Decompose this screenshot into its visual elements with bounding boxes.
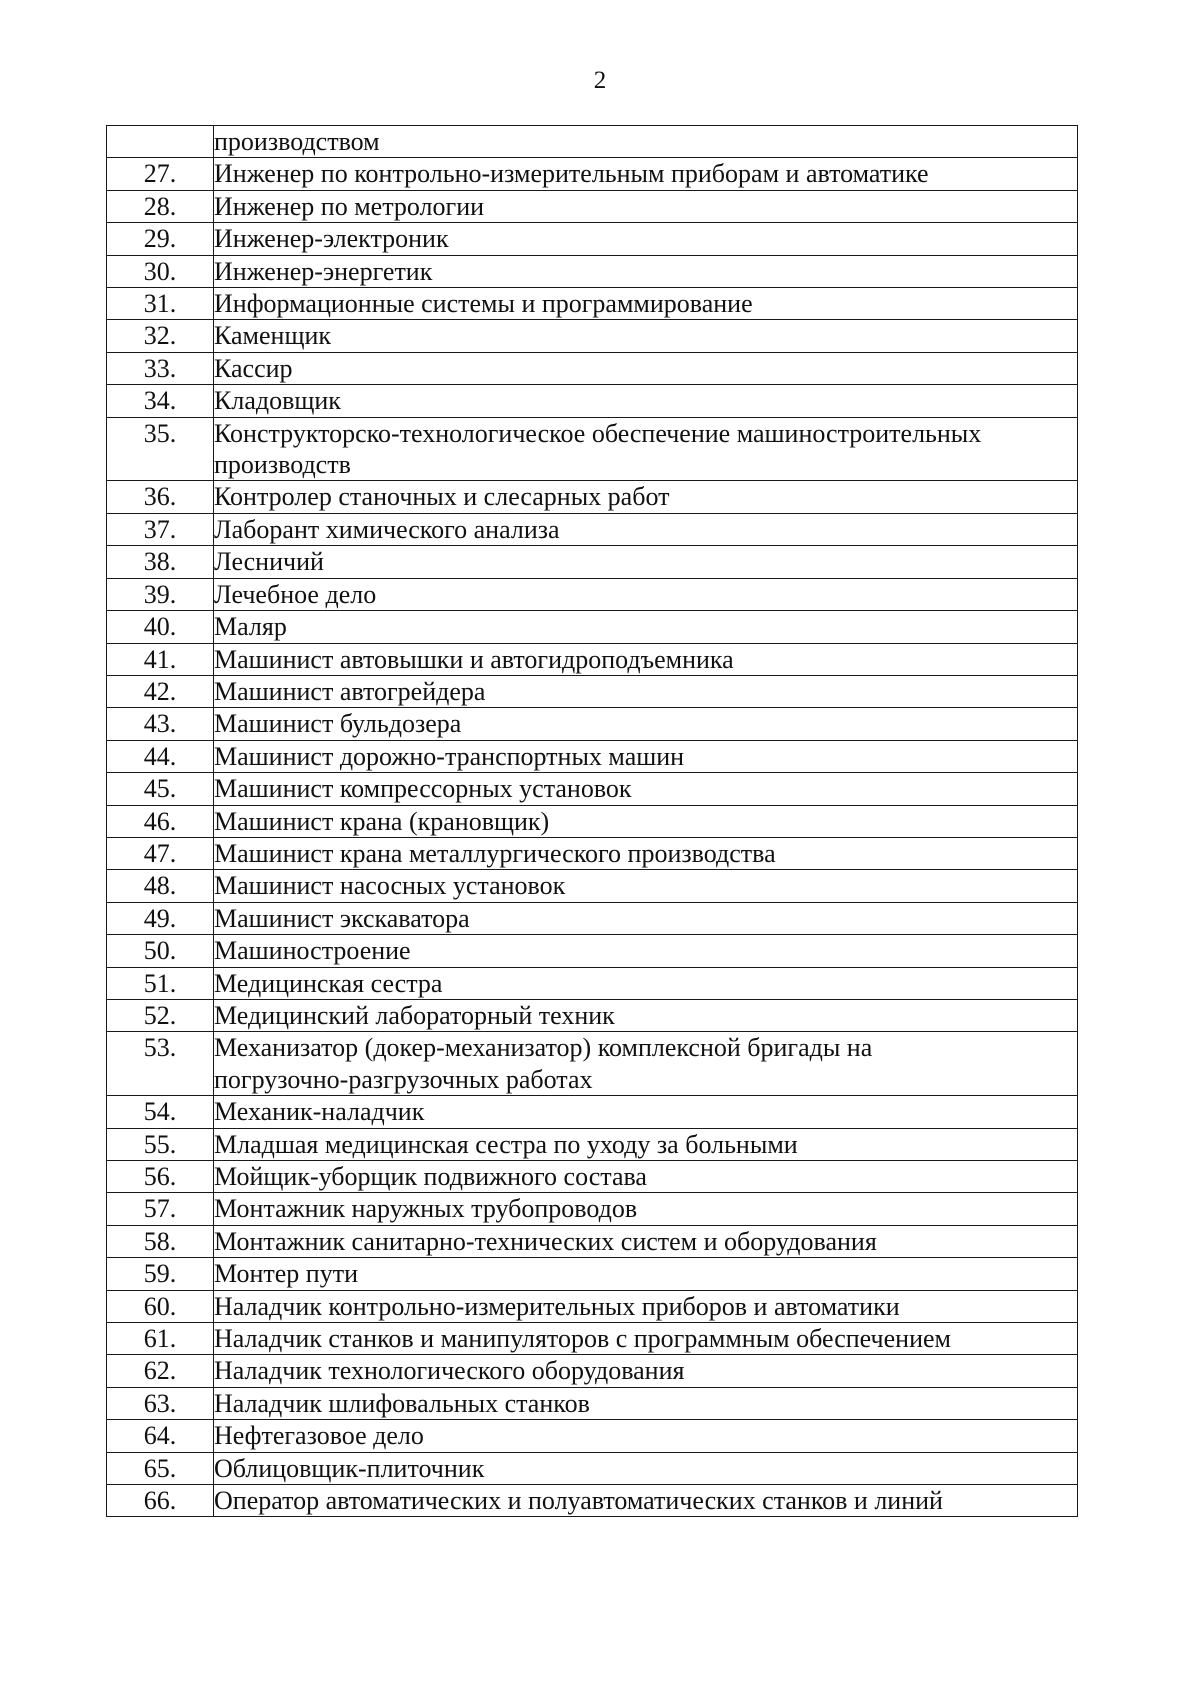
row-number: 36. bbox=[107, 481, 214, 513]
profession-name: Инженер-энергетик bbox=[214, 255, 1078, 287]
profession-name: Монтер пути bbox=[214, 1258, 1078, 1290]
profession-name: Механик-наладчик bbox=[214, 1096, 1078, 1128]
row-number: 30. bbox=[107, 255, 214, 287]
row-number: 27. bbox=[107, 158, 214, 190]
profession-name: Конструкторско-технологическое обеспечение машиностроительных производств bbox=[214, 417, 1078, 481]
profession-name: Механизатор (докер-механизатор) комплексной бригады на погрузочно-разгрузочных работах bbox=[214, 1032, 1078, 1096]
row-number: 40. bbox=[107, 611, 214, 643]
row-number: 46. bbox=[107, 805, 214, 837]
profession-name: Кассир bbox=[214, 352, 1078, 384]
table-row bbox=[107, 1193, 1078, 1225]
row-number: 37. bbox=[107, 513, 214, 545]
profession-name: Машинист насосных установок bbox=[214, 870, 1078, 902]
table-row bbox=[107, 675, 1078, 707]
row-number: 48. bbox=[107, 870, 214, 902]
profession-name: Машинист крана (крановщик) bbox=[214, 805, 1078, 837]
profession-name: Мойщик-уборщик подвижного состава bbox=[214, 1161, 1078, 1193]
row-number: 32. bbox=[107, 320, 214, 352]
row-number: 50. bbox=[107, 935, 214, 967]
row-number: 56. bbox=[107, 1161, 214, 1193]
table-row bbox=[107, 805, 1078, 837]
professions-table bbox=[106, 125, 1078, 1517]
table-row bbox=[107, 578, 1078, 610]
profession-name: Маляр bbox=[214, 611, 1078, 643]
profession-name: Облицовщик-плиточник bbox=[214, 1452, 1078, 1484]
table-row bbox=[107, 481, 1078, 513]
table-row bbox=[107, 385, 1078, 417]
row-number: 61. bbox=[107, 1323, 214, 1355]
table-row bbox=[107, 611, 1078, 643]
profession-name: Наладчик станков и манипуляторов с программным обеспечением bbox=[214, 1323, 1078, 1355]
page-number: 2 bbox=[593, 67, 607, 94]
row-number: 33. bbox=[107, 352, 214, 384]
row-number: 64. bbox=[107, 1420, 214, 1452]
table-row bbox=[107, 190, 1078, 222]
profession-name: Наладчик шлифовальных станков bbox=[214, 1387, 1078, 1419]
profession-name: Нефтегазовое дело bbox=[214, 1420, 1078, 1452]
row-number: 34. bbox=[107, 385, 214, 417]
profession-name: Машинист экскаватора bbox=[214, 902, 1078, 934]
table-row bbox=[107, 967, 1078, 999]
profession-name: Машинист дорожно-транспортных машин bbox=[214, 740, 1078, 772]
table-row bbox=[107, 870, 1078, 902]
row-number: 66. bbox=[107, 1485, 214, 1517]
row-number: 53. bbox=[107, 1032, 214, 1096]
table-row bbox=[107, 223, 1078, 255]
profession-name: Каменщик bbox=[214, 320, 1078, 352]
row-number: 45. bbox=[107, 773, 214, 805]
row-number: 47. bbox=[107, 837, 214, 869]
table-row bbox=[107, 1128, 1078, 1160]
row-number bbox=[107, 126, 214, 158]
row-number: 60. bbox=[107, 1290, 214, 1322]
row-number: 42. bbox=[107, 675, 214, 707]
profession-name: Монтажник наружных трубопроводов bbox=[214, 1193, 1078, 1225]
profession-name: Кладовщик bbox=[214, 385, 1078, 417]
profession-name: Лечебное дело bbox=[214, 578, 1078, 610]
table-row bbox=[107, 935, 1078, 967]
profession-name: Машинист компрессорных установок bbox=[214, 773, 1078, 805]
profession-name: Медицинский лабораторный техник bbox=[214, 999, 1078, 1031]
profession-name: Лесничий bbox=[214, 546, 1078, 578]
profession-name: Машинист бульдозера bbox=[214, 708, 1078, 740]
row-number: 58. bbox=[107, 1225, 214, 1257]
professions-table-body bbox=[107, 126, 1078, 1517]
table-row bbox=[107, 288, 1078, 320]
table-row bbox=[107, 255, 1078, 287]
row-number: 29. bbox=[107, 223, 214, 255]
table-row bbox=[107, 1485, 1078, 1517]
row-number: 39. bbox=[107, 578, 214, 610]
profession-name: Контролер станочных и слесарных работ bbox=[214, 481, 1078, 513]
row-number: 43. bbox=[107, 708, 214, 740]
table-row bbox=[107, 1452, 1078, 1484]
table-row bbox=[107, 320, 1078, 352]
table-row bbox=[107, 1096, 1078, 1128]
profession-name: Медицинская сестра bbox=[214, 967, 1078, 999]
profession-name: Инженер-электроник bbox=[214, 223, 1078, 255]
row-number: 44. bbox=[107, 740, 214, 772]
row-number: 51. bbox=[107, 967, 214, 999]
table-row bbox=[107, 546, 1078, 578]
table-row bbox=[107, 773, 1078, 805]
table-row bbox=[107, 1355, 1078, 1387]
table-row bbox=[107, 126, 1078, 158]
profession-name: Наладчик контрольно-измерительных приборов и автоматики bbox=[214, 1290, 1078, 1322]
row-number: 52. bbox=[107, 999, 214, 1031]
profession-name: Инженер по метрологии bbox=[214, 190, 1078, 222]
profession-name: Младшая медицинская сестра по уходу за больными bbox=[214, 1128, 1078, 1160]
profession-name: Машинист автогрейдера bbox=[214, 675, 1078, 707]
table-row bbox=[107, 1323, 1078, 1355]
profession-name: Информационные системы и программирование bbox=[214, 288, 1078, 320]
profession-name: Наладчик технологического оборудования bbox=[214, 1355, 1078, 1387]
table-row bbox=[107, 1290, 1078, 1322]
profession-name: Машинист крана металлургического производства bbox=[214, 837, 1078, 869]
table-row bbox=[107, 1032, 1078, 1096]
row-number: 35. bbox=[107, 417, 214, 481]
table-row bbox=[107, 902, 1078, 934]
profession-name: Инженер по контрольно-измерительным приборам и автоматике bbox=[214, 158, 1078, 190]
table-row bbox=[107, 352, 1078, 384]
row-number: 55. bbox=[107, 1128, 214, 1160]
row-number: 31. bbox=[107, 288, 214, 320]
profession-name: Машиностроение bbox=[214, 935, 1078, 967]
table-row bbox=[107, 1258, 1078, 1290]
row-number: 62. bbox=[107, 1355, 214, 1387]
table-row bbox=[107, 740, 1078, 772]
profession-name: Лаборант химического анализа bbox=[214, 513, 1078, 545]
table-row bbox=[107, 513, 1078, 545]
table-row bbox=[107, 1420, 1078, 1452]
table-row bbox=[107, 999, 1078, 1031]
row-number: 28. bbox=[107, 190, 214, 222]
table-row bbox=[107, 837, 1078, 869]
table-row bbox=[107, 1225, 1078, 1257]
table-row bbox=[107, 417, 1078, 481]
row-number: 38. bbox=[107, 546, 214, 578]
table-row bbox=[107, 1387, 1078, 1419]
row-number: 49. bbox=[107, 902, 214, 934]
row-number: 54. bbox=[107, 1096, 214, 1128]
row-number: 57. bbox=[107, 1193, 214, 1225]
table-row bbox=[107, 643, 1078, 675]
row-number: 63. bbox=[107, 1387, 214, 1419]
profession-name: производством bbox=[214, 126, 1078, 158]
table-row bbox=[107, 158, 1078, 190]
profession-name: Монтажник санитарно-технических систем и оборудования bbox=[214, 1225, 1078, 1257]
row-number: 65. bbox=[107, 1452, 214, 1484]
table-row bbox=[107, 708, 1078, 740]
profession-name: Оператор автоматических и полуавтоматических станков и линий bbox=[214, 1485, 1078, 1517]
row-number: 59. bbox=[107, 1258, 214, 1290]
table-row bbox=[107, 1161, 1078, 1193]
row-number: 41. bbox=[107, 643, 214, 675]
profession-name: Машинист автовышки и автогидроподъемника bbox=[214, 643, 1078, 675]
